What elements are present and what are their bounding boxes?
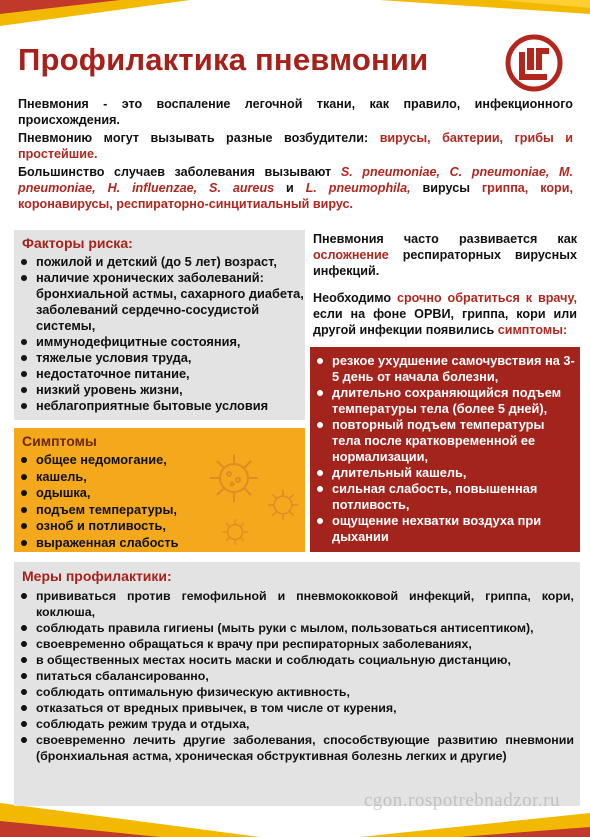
intro-causes — [18, 164, 573, 212]
prevention-box — [14, 562, 580, 806]
list-item — [18, 366, 304, 382]
intro-bacteria-list: S. pneumoniae, C. pneumoniae, M. pneumoniae, H. influenzae, S. aureus — [18, 165, 574, 195]
list-item-text: неблагоприятные бытовые условия — [36, 398, 269, 413]
see-doctor-keyword: срочно обратиться к врачу, — [396, 291, 577, 305]
bullet-icon — [21, 657, 27, 663]
rospotrebnadzor-logo-icon — [505, 34, 563, 92]
list-item — [18, 700, 574, 716]
list-item-text: одышка, — [36, 485, 91, 500]
see-doctor-mid: если на фоне ОРВИ, гриппа, кори или другой инфекции появились — [313, 307, 577, 337]
list-item-text: подъем температуры, — [36, 501, 177, 517]
list-item-text: питаться сбалансированно, — [36, 669, 209, 683]
bullet-icon — [21, 457, 27, 463]
bullet-icon — [21, 625, 27, 631]
complication-tail: респираторных вирусных инфекций. — [313, 248, 577, 278]
list-item-text: наличие хронических заболеваний: бронхиальной астмы, сахарного диабета, заболеваний сердечно-сосудистой системы, — [36, 270, 304, 333]
intro-text — [18, 96, 573, 214]
intro-pathogens — [18, 130, 573, 162]
list-item — [18, 636, 574, 652]
bullet-icon — [21, 474, 27, 480]
bullet-icon — [317, 358, 323, 364]
bullet-icon — [21, 523, 27, 529]
bullet-icon — [21, 507, 27, 513]
list-item — [314, 465, 576, 481]
see-doctor-note — [313, 290, 577, 338]
list-item-text: своевременно лечить другие заболевания, способствующие развитию пневмонии (бронхиальная астма, хроническая обструктивная болезнь легких и другие) — [36, 733, 574, 763]
bullet-icon — [317, 518, 323, 524]
list-item-text: повторный подъем температуры тела после кратковременной ее нормализации, — [332, 417, 545, 464]
bullet-icon — [317, 422, 323, 428]
list-item-text: отказаться от вредных привычек, в том числе от курения, — [36, 701, 397, 715]
list-item-text: общее недомогание, — [36, 452, 167, 467]
list-item — [314, 385, 576, 417]
list-item — [18, 270, 304, 334]
intro-pathogens-list: вирусы, бактерии, грибы и простейшие. — [18, 131, 573, 161]
bullet-icon — [21, 371, 27, 377]
list-item — [18, 588, 574, 620]
intro-pathogens-lead: Пневмонию могут вызывать разные возбудители: — [18, 131, 380, 145]
warning-symptoms-list — [314, 353, 576, 545]
bullet-icon — [21, 689, 27, 695]
bullet-icon — [21, 259, 27, 265]
list-item — [314, 417, 576, 465]
bullet-icon — [21, 705, 27, 711]
list-item-text: низкий уровень жизни, — [36, 382, 183, 397]
list-item-text: соблюдать режим труда и отдыха, — [36, 717, 250, 731]
bullet-icon — [21, 403, 27, 409]
intro-viruses-lead: вирусы — [410, 181, 482, 195]
bullet-icon — [317, 470, 323, 476]
bullet-icon — [21, 737, 27, 743]
intro-bacteria-last: L. pneumophila, — [305, 181, 411, 195]
corner-decoration — [460, 827, 590, 837]
complication-lead: Пневмония часто развивается как — [313, 232, 577, 246]
list-item-text: соблюдать оптимальную физическую активность, — [36, 685, 350, 699]
bullet-icon — [21, 721, 27, 727]
intro-viruses-list: гриппа, кори, коронавирусы, респираторно-синцитиальный вирус. — [18, 181, 573, 211]
list-item — [18, 716, 574, 732]
bullet-icon — [21, 641, 27, 647]
bullet-icon — [21, 593, 27, 599]
bullet-icon — [21, 355, 27, 361]
list-item — [18, 535, 218, 551]
complication-note — [313, 231, 577, 279]
list-item-text: длительный кашель, — [332, 465, 467, 480]
risk-factors-box — [14, 230, 305, 420]
see-doctor-symptoms-keyword: симптомы: — [497, 323, 568, 337]
list-item-text: тяжелые условия труда, — [36, 350, 192, 365]
list-item — [314, 513, 576, 545]
list-item — [18, 502, 218, 518]
bullet-icon — [21, 275, 27, 281]
list-item — [18, 382, 304, 398]
intro-definition: Пневмония - это воспаление легочной ткани, как правило, инфекционного происхождения. — [18, 97, 573, 127]
corner-decoration — [0, 0, 120, 14]
virus-icon — [264, 486, 302, 524]
list-item — [18, 652, 574, 668]
list-item-text: резкое ухудшение самочувствия на 3-5 день от начала болезни, — [332, 353, 575, 384]
list-item-text: сильная слабость, повышенная потливость, — [332, 481, 538, 512]
list-item-text: ощущение нехватки воздуха при дыхании — [332, 513, 542, 544]
risk-factors-list — [18, 254, 304, 414]
list-item-text: соблюдать правила гигиены (мыть руки с мылом, пользоваться антисептиком), — [36, 621, 534, 635]
bullet-icon — [317, 390, 323, 396]
list-item-text: пожилой и детский (до 5 лет) возраст, — [36, 254, 277, 269]
list-item-text: иммунодефицитные состояния, — [36, 334, 241, 349]
see-doctor-lead: Необходимо — [313, 291, 397, 305]
list-item — [18, 452, 218, 468]
list-item — [18, 485, 218, 501]
list-item-text: кашель, — [36, 468, 87, 484]
corner-decoration — [500, 0, 590, 8]
bullet-icon — [21, 387, 27, 393]
complication-keyword: осложнение — [313, 248, 389, 262]
bullet-icon — [317, 486, 323, 492]
list-item-text: недостаточное питание, — [36, 366, 190, 381]
list-item — [18, 398, 304, 414]
list-item — [18, 684, 574, 700]
symptoms-list — [18, 452, 218, 551]
virus-icon — [219, 516, 251, 548]
bullet-icon — [21, 673, 27, 679]
page-title: Профилактика пневмонии — [18, 42, 429, 77]
list-item-text: своевременно обращаться к врачу при респираторных заболеваниях, — [36, 637, 472, 651]
list-item — [314, 353, 576, 385]
list-item — [18, 620, 574, 636]
watermark-text: cgon.rospotrebnadzor.ru — [363, 790, 560, 811]
list-item-text: выраженная слабость — [36, 534, 179, 550]
corner-decoration — [0, 821, 160, 837]
intro-and: и — [274, 181, 306, 195]
list-item-text: в общественных местах носить маски и соблюдать социальную дистанцию, — [36, 653, 511, 667]
prevention-heading: Меры профилактики: — [22, 568, 172, 584]
warning-symptoms-box — [310, 347, 580, 552]
symptoms-heading: Симптомы — [22, 433, 97, 449]
list-item-text: озноб и потливость, — [36, 518, 166, 533]
symptoms-box — [14, 428, 305, 552]
list-item — [18, 254, 304, 270]
prevention-list — [18, 588, 574, 764]
list-item — [18, 469, 218, 485]
intro-causes-lead: Большинство случаев заболевания вызывают — [18, 165, 341, 179]
bullet-icon — [21, 490, 27, 496]
list-item — [18, 732, 574, 764]
bullet-icon — [21, 339, 27, 345]
list-item — [18, 350, 304, 366]
list-item-text: длительно сохраняющийся подъем температуры тела (более 5 дней), — [332, 385, 562, 416]
list-item — [18, 518, 218, 534]
risk-factors-heading: Факторы риска: — [22, 235, 133, 251]
list-item — [18, 334, 304, 350]
list-item-text: прививаться против гемофильной и пневмококковой инфекций, гриппа, кори, коклюша, — [36, 589, 574, 619]
list-item — [18, 668, 574, 684]
list-item — [314, 481, 576, 513]
bullet-icon — [21, 540, 27, 546]
